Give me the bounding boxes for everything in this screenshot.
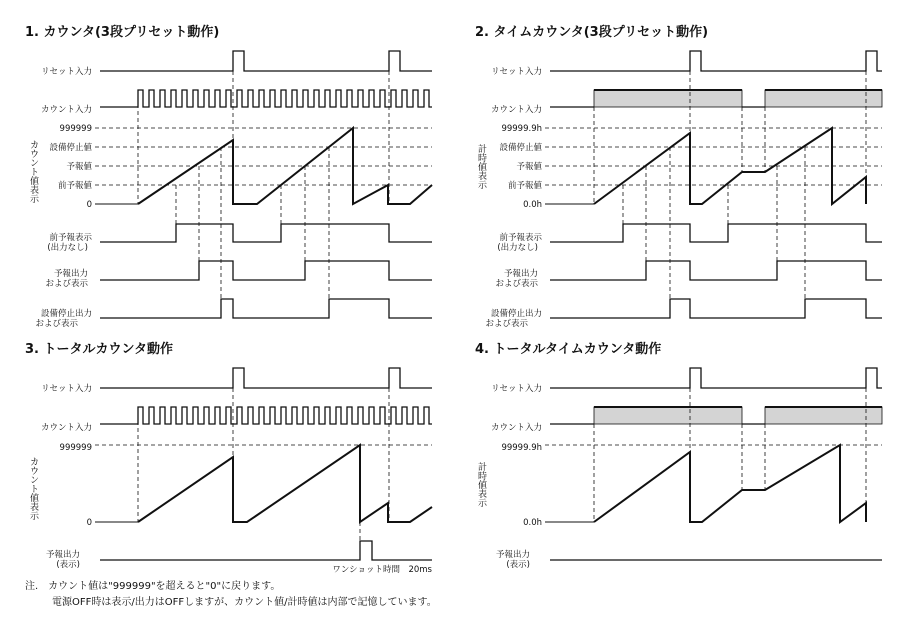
reset-input-label: リセット入力 [41,67,92,77]
oneshot-time-label: ワンショット時間 20ms [332,565,432,575]
pre-alarm-display-signal [100,224,432,242]
alarm-output-label: 予報出力 [53,269,88,279]
svg-text:表: 表 [30,503,40,513]
pre-alarm-no-output-label: (出力なし) [47,243,88,253]
count-pulse-train [100,407,432,424]
footnotes [25,579,437,608]
alarm-output-signal [550,261,882,280]
count-pulse-train [100,90,432,107]
svg-text:ン: ン [30,476,40,486]
svg-text:表: 表 [478,490,488,500]
count-input-active-1 [594,90,742,107]
svg-text:ン: ン [30,159,40,169]
pre-alarm-display-signal [550,224,882,242]
reset-signal [100,51,432,71]
alarm-value-label: 予報値 [66,162,92,172]
count-input-label: カウント入力 [40,423,92,433]
alarm-display-label: および表示 [495,279,538,289]
time-value-waveform [594,445,866,522]
max-count-label: 999999 [59,443,92,453]
stop-display-label: および表示 [35,319,78,329]
panel-4-title: 4. トータルタイムカウンタ動作 [475,342,662,357]
pre-alarm-display-label: 前予報表示 [499,233,542,243]
panel-3-title: 3. トータルカウンタ動作 [25,342,173,357]
count-input-label: カウント入力 [490,105,542,115]
stop-value-label: 設備停止値 [499,143,542,153]
count-input-active-2 [765,90,882,107]
alarm-output-label: 予報出力 [495,550,530,560]
stop-output-signal [100,299,432,318]
panel-2-title: 2. タイムカウンタ(3段プリセット動作) [475,25,709,40]
svg-text:ト: ト [30,485,40,495]
svg-text:表: 表 [478,172,488,182]
max-time-label: 99999.9h [501,124,542,134]
zero-time-label: 0.0h [523,518,542,528]
alarm-display-label: (表示) [56,560,80,570]
level-guides [95,128,432,185]
time-display-axis-label [478,143,488,191]
pre-alarm-display-label: 前予報表示 [49,233,92,243]
zero-label: 0 [86,518,92,528]
count-input-label: カウント入力 [40,105,92,115]
svg-text:示: 示 [30,512,40,522]
svg-text:時: 時 [478,472,488,482]
zero-time-label: 0.0h [523,200,542,210]
svg-text:値: 値 [30,177,40,187]
svg-text:計: 計 [478,145,488,155]
svg-text:ト: ト [30,168,40,178]
pre-alarm-value-label: 前予報値 [507,181,542,191]
svg-text:ウ: ウ [30,150,40,160]
svg-text:値: 値 [478,163,488,173]
alarm-display-label: および表示 [45,279,88,289]
stop-output-label: 設備停止出力 [40,309,92,319]
panel-total-time-counter [475,341,882,570]
count-display-axis-label [30,457,40,522]
note-line-2: 電源OFF時は表示/出力はOFFしますが、カウント値/計時値は内部で記憶しています。 [52,597,437,608]
zero-label: 0 [86,200,92,210]
reset-signal [550,368,882,388]
svg-text:示: 示 [478,181,488,191]
reset-input-label: リセット入力 [491,67,542,77]
time-guides [594,71,866,315]
svg-text:ウ: ウ [30,467,40,477]
alarm-display-label: (表示) [506,560,530,570]
svg-text:時: 時 [478,154,488,164]
panel-total-counter [25,341,433,575]
alarm-oneshot-signal [100,541,432,560]
time-display-axis-label [478,461,488,509]
note-line-1: 注. カウント値は"999999"を超えると"0"に戻ります。 [25,581,281,592]
max-count-label: 999999 [59,124,92,134]
count-input-active-2 [765,407,882,424]
pre-alarm-value-label: 前予報値 [57,181,92,191]
svg-text:表: 表 [30,186,40,196]
alarm-output-signal [100,261,432,280]
stop-display-label: および表示 [485,319,528,329]
alarm-output-label: 予報出力 [503,269,538,279]
svg-text:示: 示 [478,499,488,509]
count-input-active-1 [594,407,742,424]
max-time-label: 99999.9h [501,443,542,453]
svg-text:カ: カ [30,458,40,468]
panel-1-title: 1. カウンタ(3段プリセット動作) [25,25,220,40]
svg-text:カ: カ [30,141,40,151]
reset-input-label: リセット入力 [41,384,92,394]
svg-text:値: 値 [30,494,40,504]
panel-counter-preset [25,24,432,329]
count-display-axis-label [30,140,40,205]
stop-output-signal [550,299,882,318]
stop-value-label: 設備停止値 [49,143,92,153]
alarm-output-label: 予報出力 [45,550,80,560]
svg-text:示: 示 [30,195,40,205]
reset-input-label: リセット入力 [491,384,542,394]
reset-signal [550,51,882,71]
pre-alarm-no-output-label: (出力なし) [497,243,538,253]
alarm-value-label: 予報値 [516,162,542,172]
stop-output-label: 設備停止出力 [490,309,542,319]
panel-time-counter-preset [475,24,882,329]
svg-text:値: 値 [478,481,488,491]
count-input-label: カウント入力 [490,423,542,433]
count-value-waveform [138,445,432,522]
svg-text:計: 計 [478,463,488,473]
reset-signal [100,368,432,388]
